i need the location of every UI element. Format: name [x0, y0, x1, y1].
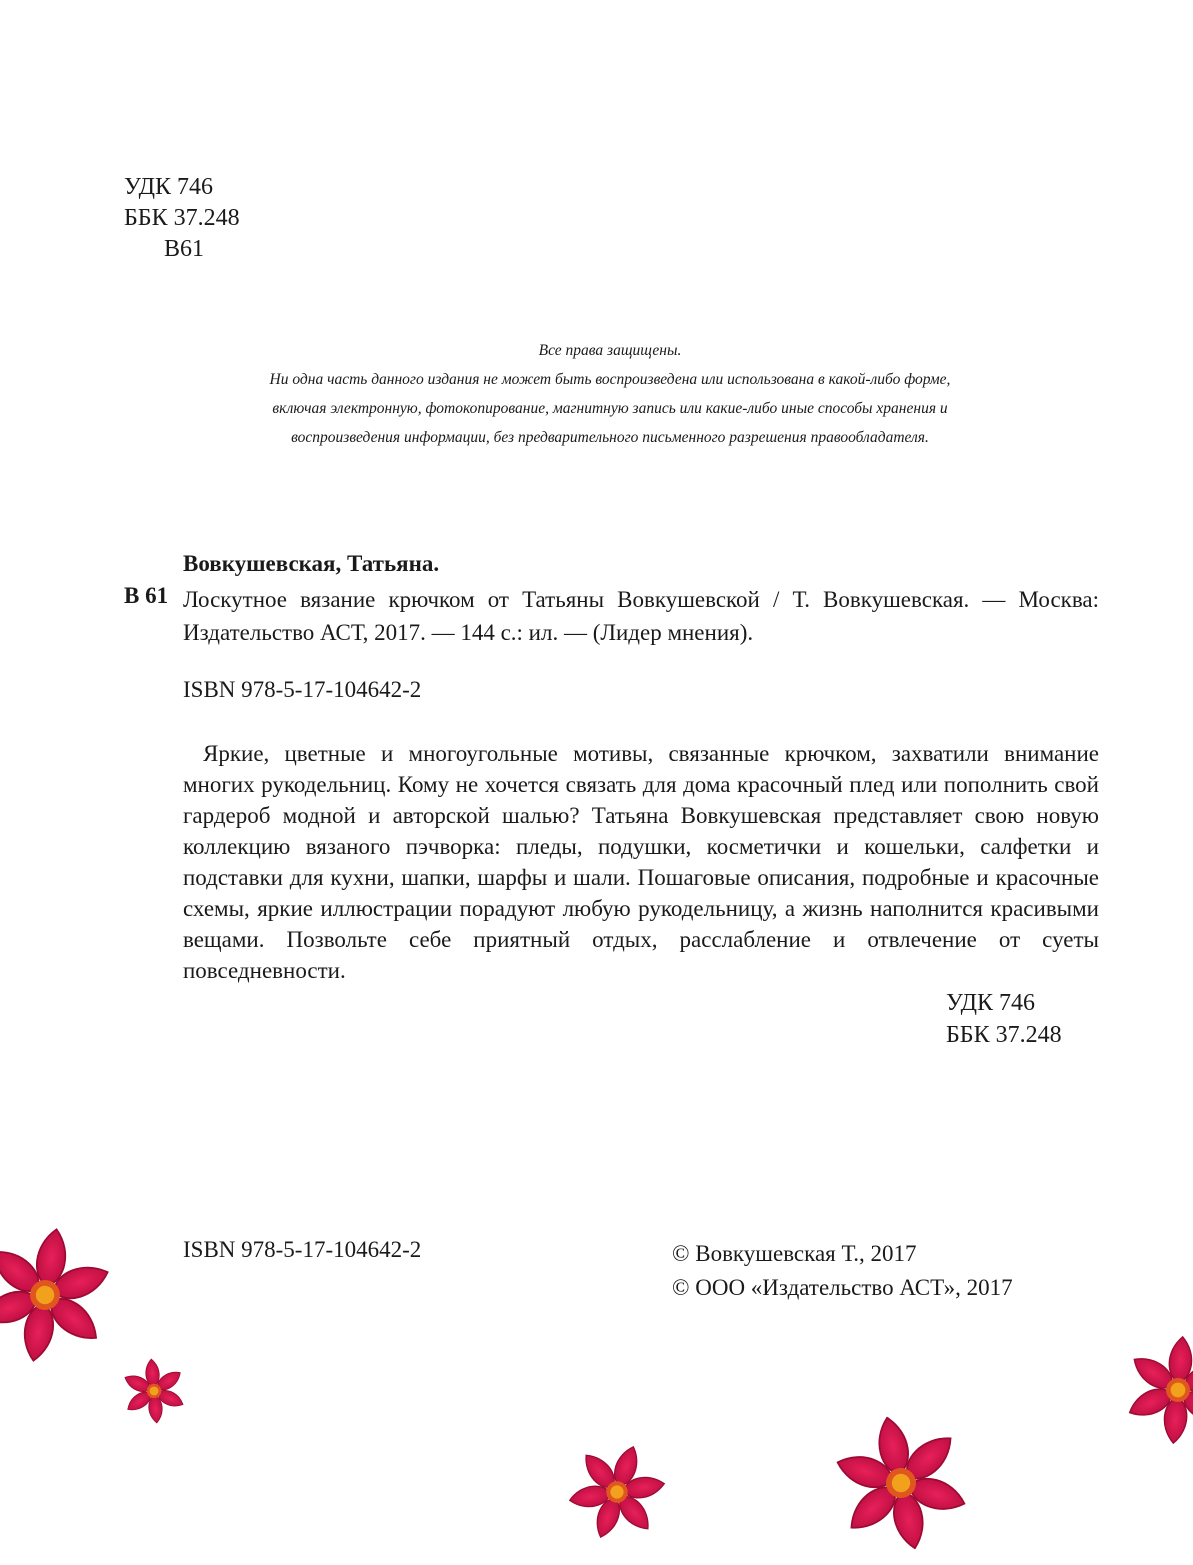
flower-icon	[563, 1438, 671, 1546]
udk-code: УДК 746	[124, 174, 213, 200]
flower-icon	[118, 1355, 190, 1427]
record-author: Вовкушевская, Татьяна.	[183, 551, 440, 576]
flower-icon	[826, 1408, 976, 1558]
rights-line: включая электронную, фотокопирование, магнитную запись или какие-либо иные способы хранения и	[272, 400, 948, 417]
flower-icon	[1118, 1330, 1193, 1450]
bbk-code: ББК 37.248	[946, 1022, 1062, 1048]
author-sign: В61	[164, 236, 205, 262]
copyright-block	[672, 1237, 1013, 1305]
udk-code: УДК 746	[946, 990, 1035, 1016]
rights-notice	[200, 336, 1020, 452]
rights-line: Ни одна часть данного издания не может быть воспроизведена или использована в какой-либо форме,	[269, 371, 951, 388]
record-code: В 61	[124, 583, 169, 608]
classification-bottom	[946, 987, 1062, 1051]
footer-isbn: ISBN 978-5-17-104642-2	[183, 1237, 422, 1262]
annotation: Яркие, цветные и многоугольные мотивы, связанные крючком, захватили внимание многих рукодельниц. Кому не хочется связать для дома красочный плед или пополнить свой гардероб модной и авторской шалью? Татьяна Вовкушевская представляет свою новую коллекцию вязаного пэчворка: пледы, подушки, косметички и кошельки, салфетки и подставки для кухни, шапки, шарфы и шали. Пошаговые описания, подробные и красочные схемы, яркие иллюстрации порадуют любую рукодельницу, а жизнь наполнится красивыми вещами. Позвольте себе приятный отдых, расслабление и отвлечение от суеты повседневности.	[183, 741, 1099, 983]
classification-top	[124, 172, 240, 265]
copyright-author: © Вовкушевская Т., 2017	[672, 1241, 917, 1266]
record-description: Лоскутное вязание крючком от Татьяны Вовкушевской / Т. Вовкушевская. — Москва: Издательство АСТ, 2017. — 144 с.: ил. — (Лидер мнения).	[183, 587, 1099, 645]
rights-line: Все права защищены.	[538, 342, 682, 359]
bbk-code: ББК 37.248	[124, 205, 240, 231]
copyright-publisher: © ООО «Издательство АСТ», 2017	[672, 1275, 1013, 1300]
flower-icon	[0, 1220, 120, 1370]
record-isbn: ISBN 978-5-17-104642-2	[183, 677, 422, 702]
rights-line: воспроизведения информации, без предварительного письменного разрешения правообладателя.	[291, 429, 929, 446]
